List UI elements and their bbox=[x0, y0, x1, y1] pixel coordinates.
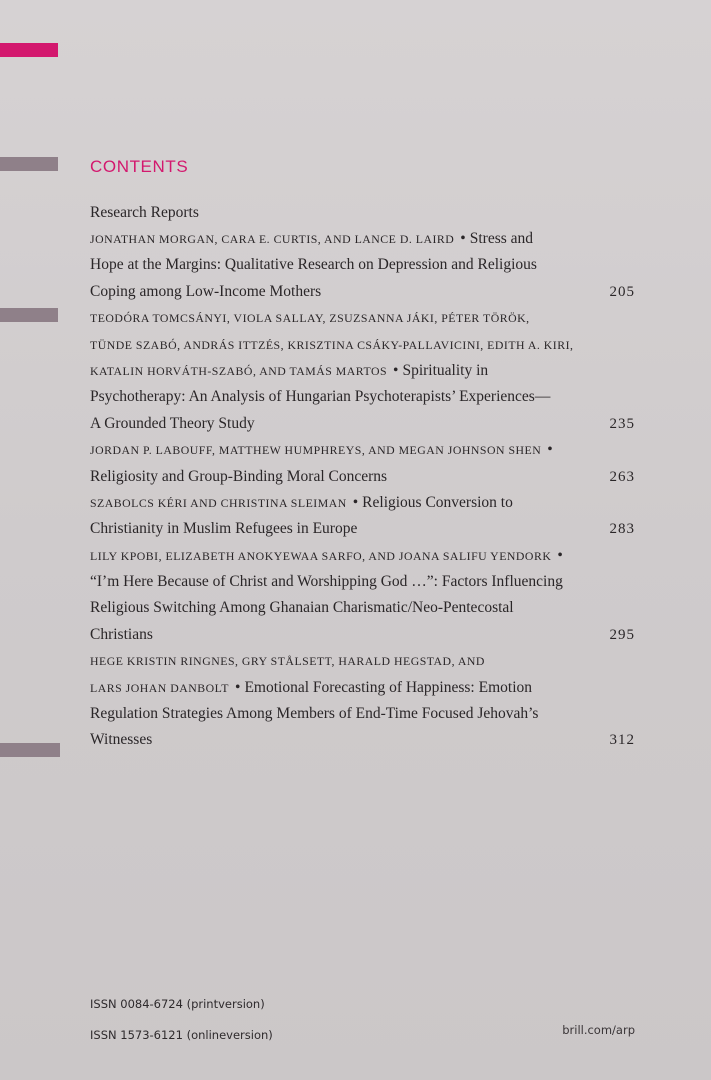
section-marker bbox=[0, 743, 60, 757]
publisher-url[interactable]: brill.com/arp bbox=[562, 1023, 635, 1037]
toc-title-text: Coping among Low-Income Mothers bbox=[90, 282, 322, 300]
section-marker bbox=[0, 308, 58, 322]
toc-line bbox=[90, 648, 635, 674]
toc-line bbox=[90, 437, 635, 463]
issn-print: ISSN 0084-6724 (printversion) bbox=[90, 997, 265, 1011]
toc-line bbox=[90, 675, 635, 701]
toc-title-text: Religious Conversion to bbox=[362, 493, 513, 511]
toc-line bbox=[90, 226, 635, 252]
toc-title-text: Religiosity and Group-Binding Moral Concerns bbox=[90, 467, 388, 485]
toc-title-text: Stress and bbox=[469, 230, 534, 247]
toc-title-text: Emotional Forecasting of Happiness: Emotion bbox=[244, 678, 533, 696]
toc-title-text: Regulation Strategies Among Members of End-Time Focused Jehovah’s bbox=[90, 705, 539, 723]
toc-title-text: Christians bbox=[90, 625, 153, 643]
page-number: 283 bbox=[609, 521, 635, 538]
bullet-separator: • bbox=[460, 230, 466, 247]
bullet-separator: • bbox=[393, 361, 399, 379]
page-number: 295 bbox=[609, 626, 635, 643]
toc-authors: SZABOLCS KÉRI AND CHRISTINA SLEIMAN bbox=[90, 495, 347, 510]
footer-issn bbox=[90, 992, 273, 1054]
page-number: 263 bbox=[609, 468, 635, 485]
bullet-separator: • bbox=[235, 678, 241, 696]
toc-authors: HEGE KRISTIN RINGNES, GRY STÅLSETT, HARALD HEGSTAD, AND bbox=[90, 654, 485, 669]
section-marker bbox=[0, 157, 58, 171]
toc-line bbox=[90, 595, 635, 621]
issn-online: ISSN 1573-6121 (onlineversion) bbox=[90, 1028, 273, 1042]
toc-authors: LILY KPOBI, ELIZABETH ANOKYEWAA SARFO, AND JOANA SALIFU YENDORK bbox=[90, 548, 552, 563]
contents-heading: CONTENTS bbox=[90, 157, 189, 176]
toc-line bbox=[90, 490, 635, 516]
toc-line bbox=[90, 279, 635, 305]
toc-title-text: Christianity in Muslim Refugees in Europe bbox=[90, 520, 358, 538]
toc-authors: TEODÓRA TOMCSÁNYI, VIOLA SALLAY, ZSUZSANNA JÁKI, PÉTER TÖRÖK, bbox=[90, 311, 530, 326]
toc-line bbox=[90, 622, 635, 648]
toc-title-text: “I’m Here Because of Christ and Worshipping God …”: Factors Influencing bbox=[90, 573, 563, 591]
contents-list bbox=[90, 200, 635, 754]
section-label: Research Reports bbox=[90, 204, 199, 221]
page-number: 235 bbox=[609, 415, 635, 432]
toc-line bbox=[90, 332, 635, 358]
toc-line bbox=[90, 384, 635, 410]
toc-authors: JONATHAN MORGAN, CARA E. CURTIS, AND LANCE D. LAIRD bbox=[90, 232, 455, 246]
toc-authors: LARS JOHAN DANBOLT bbox=[90, 680, 229, 695]
toc-title-text: Witnesses bbox=[90, 731, 153, 749]
toc-line bbox=[90, 516, 635, 542]
bullet-separator: • bbox=[352, 493, 359, 511]
toc-authors: JORDAN P. LABOUFF, MATTHEW HUMPHREYS, AND MEGAN JOHNSON SHEN bbox=[90, 443, 542, 458]
toc-line bbox=[90, 411, 635, 437]
toc-line bbox=[90, 252, 635, 278]
toc-title-text: Religious Switching Among Ghanaian Charismatic/Neo-Pentecostal bbox=[90, 599, 514, 617]
toc-lines bbox=[90, 226, 635, 754]
toc-authors: TÜNDE SZABÓ, ANDRÁS ITTZÉS, KRISZTINA CSÁKY-PALLAVICINI, EDITH A. KIRI, bbox=[90, 337, 574, 352]
toc-line bbox=[90, 543, 635, 569]
toc-line bbox=[90, 305, 635, 331]
page-number: 205 bbox=[609, 283, 635, 300]
toc-line bbox=[90, 358, 635, 384]
bullet-separator: • bbox=[547, 441, 553, 459]
toc-title-text: Psychotherapy: An Analysis of Hungarian Psychoterapists’ Experiences— bbox=[90, 388, 551, 406]
toc-line bbox=[90, 569, 635, 595]
accent-marker bbox=[0, 43, 58, 57]
toc-authors: KATALIN HORVÁTH-SZABÓ, AND TAMÁS MARTOS bbox=[90, 363, 388, 378]
toc-line bbox=[90, 701, 635, 727]
bullet-separator: • bbox=[557, 546, 563, 564]
toc-line bbox=[90, 727, 635, 753]
toc-title-text: Spirituality in bbox=[402, 361, 489, 379]
toc-title-text: Hope at the Margins: Qualitative Research on Depression and Religious bbox=[90, 256, 537, 274]
page-number: 312 bbox=[609, 732, 635, 749]
toc-title-text: A Grounded Theory Study bbox=[90, 414, 255, 432]
toc-line bbox=[90, 464, 635, 490]
